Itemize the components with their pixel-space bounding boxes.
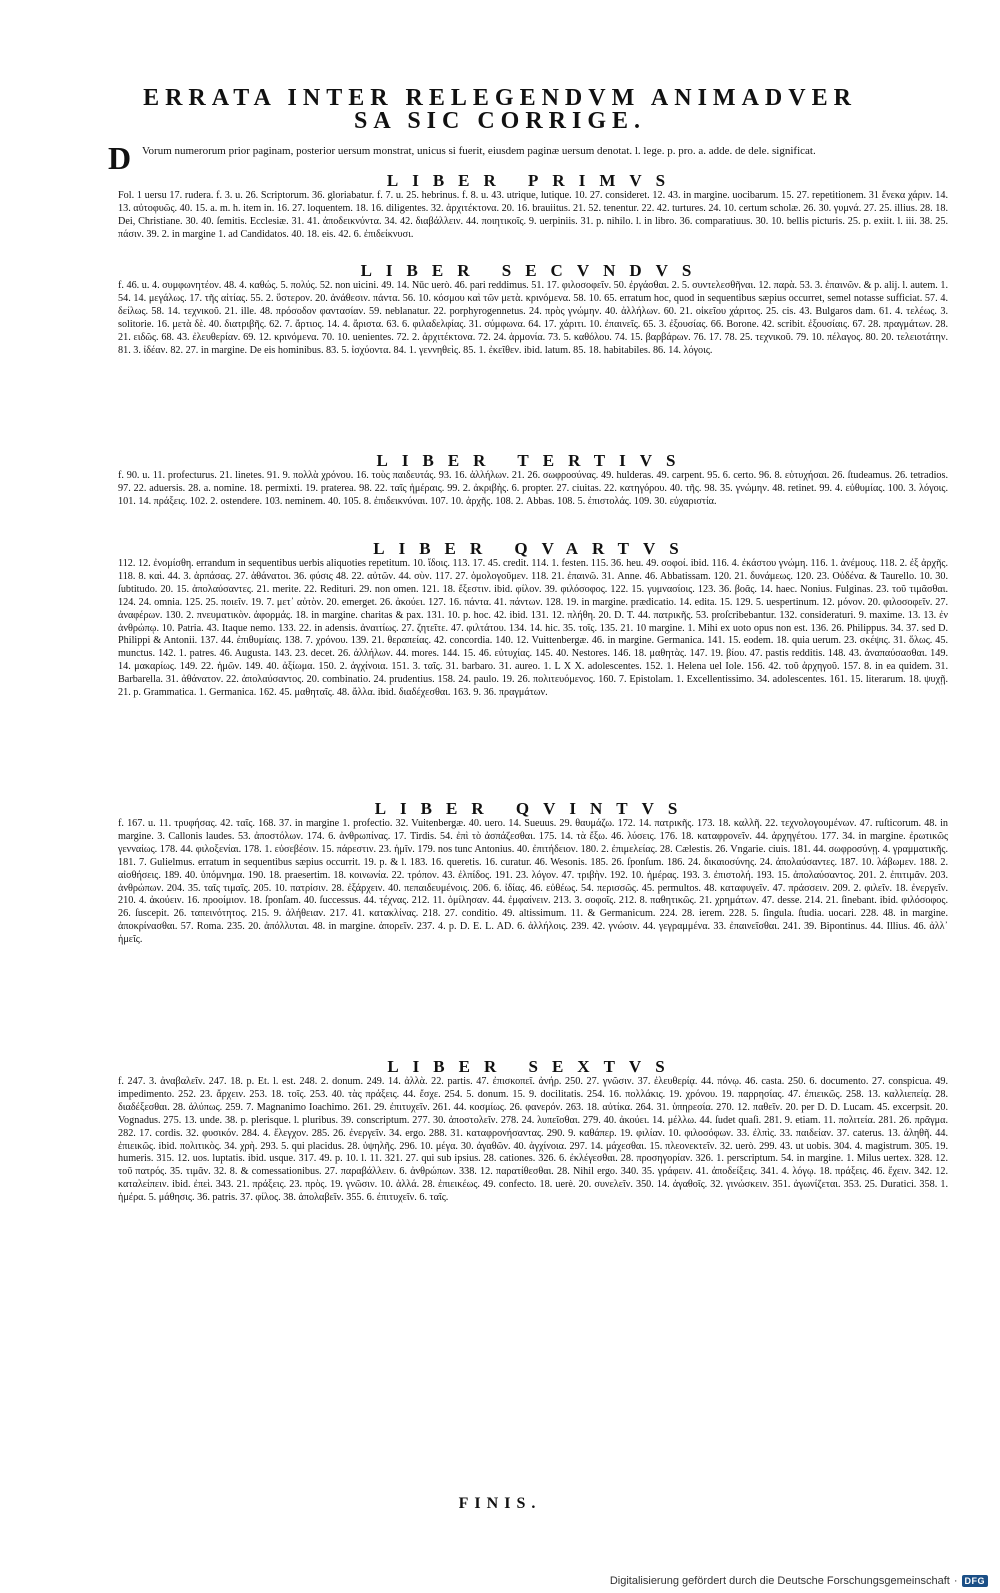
book-section-2 (118, 262, 948, 357)
finis-colophon: FINIS. (458, 1495, 542, 1512)
digitization-footer: Digitalisierung gefördert durch die Deutsche Forschungsgemeinschaft · DFG (610, 1575, 988, 1587)
book-heading: LIBER QVARTVS (373, 539, 693, 558)
drop-cap-initial: D (108, 140, 132, 176)
book-heading: LIBER SEXTVS (387, 1057, 679, 1076)
book-section-1 (118, 172, 948, 242)
errata-notice: Vorum numerorum prior paginam, posterior uersum monstrat, unicus si fuerit, eiusdem paginæ uersum denotat. l. lege. p. pro. a. adde. de dele. significat. (142, 145, 816, 157)
book-section-6 (118, 1058, 948, 1205)
dfg-logo-icon: DFG (962, 1575, 989, 1587)
book-heading: LIBER QVINTVS (374, 799, 692, 818)
book-heading: LIBER TERTIVS (376, 451, 690, 470)
book-errata-list: f. 247. 3. ἀναβαλεῖν. 247. 18. p. Et. l. est. 248. 2. donum. 249. 14. ἀλλὰ. 22. partis. 47. ἐπισκοπεῖ. ἀνήρ. 250. 27. γνῶσιν. 37. ἐλευθερίᾳ. 44. πόνῳ. 46. casta. 250. 6. documento. 27. conspicua. 49. impedimento. 252. 23. ἄρχειν. 253. 18. τοῖς. 253. 40. τὰς πράξεις. 44. ἔσχε. 254. 5. donum. 15. 9. docilitatis. 254. 16. πολλάκις. 19. χρόνου. 19. παρρησίας. 47. ἐπιεικῶς. 258. 13. καλλιεπείᾳ. 28. διαδέξεσθαι. 28. ἀλύπως. 259. 7. Magnanimo Ioachimo. 261. 29. ἐπιτυχεῖν. 261. 44. κοσμίως. 26. φανερόν. 263. 18. αὐτίκα. 264. 31. ὑπηρεσία. 270. 12. παθεῖν. 20. per D. D. Lucam. 45. excerpsit. 20. Vognadus. 275. 13. unde. 38. p. plerisque. l. pluribus. 39. conscriptum. 277. 30. ἀποστολεῖν. 278. 24. λυπεῖσθαι. 279. 40. ἀκούει. 14. μέλλω. 44. ſudet quaſi. 281. 9. etiam. 11. πολιτεία. 281. 26. πρᾶγμα. 282. 17. cordis. 32. φυσικόν. 284. 4. ἔλεγχον. 285. 26. ἐνεργεῖν. 34. ergo. 288. 31. καταφρονήσαντας. 290. 9. καθάπερ. 19. φιλίαν. 10. φιλοσόφων. 33. ἐλπὶς. 33. παιδείαν. 37. caterus. 13. ἀληθῆ. 44. ἐπιεικῶς. ibid. πολιτικὸς. 34. χρὴ. 293. 5. qui placidus. 28. ὑψηλῆς. 296. 10. μέγα. 30. ἀγαθῶν. 40. ἀγχίνοια. 297. 14. μάχεσθαι. 15. πλεονεκτεῖν. 32. uerò. 299. 43. ut uobis. 304. 4. magistrum. 305. 19. humeris. 315. 12. uos. luptatis. ibid. usque. 317. 49. p. 10. l. 11. 321. 27. qui sub ipsius. 28. cationes. 326. 6. ἐκλέγεσθαι. 28. προσηγορίαν. 326. 1. perscriptum. 54. in margine. 1. Milus uertex. 328. 12. τοῦ πατρός. 35. τιμᾶν. 32. 8. & comessationibus. 27. παραβάλλειν. 6. ἀνθρώπων. 338. 12. παρατίθεσθαι. 28. Nihil ergo. 340. 35. γράφειν. 41. ἀποδείξεις. 341. 4. λόγῳ. 18. πράξεις. 46. ἔχειν. 342. 12. καταλείπειν. ibid. ἐπεὶ. 343. 21. πράξεις. 23. πρὸς. 19. γνῶσιν. 10. ἀλλά. 28. ἐπιεικέως. 49. confecto. 18. uerè. 20. συνελεῖν. 350. 14. ἀγαθοῖς. 32. γινώσκειν. 351. ἀγωνίζεται. 353. 25. Duratici. 358. 1. ἡμέρα. 5. μάθησις. 36. patris. 37. φίλος. 38. ἀπολαβεῖν. 355. 6. ἐπιτυχεῖν. 6. ταῖς. (118, 1076, 948, 1204)
book-errata-list: 112. 12. ἐνομίσθη. errandum in sequentibus uerbis aliquoties repetitum. 10. ἴδοις. 113. 17. 45. credit. 114. 1. festen. 115. 36. heu. 49. σοφοί. ibid. 116. 4. ἐκάστου γνώμη. 116. 1. ἀνέμους. 118. 2. ἐξ ἀρχῆς. 118. 8. καὶ. 44. 3. ἁρπάσας. 27. ἀθάνατοι. 36. φύσις 48. 22. αὐτῶν. 44. σὺν. 117. 27. ὁμολογοῦμεν. 118. 21. ἐπαινῶ. 31. Anne. 46. Abbatissam. 120. 21. δυνάμεως. 120. 23. Οὐδένα. & Taurello. 10. 30. ſubtitudo. 20. 15. ἀπολαύσαντες. 21. merite. 22. Redituri. 29. non omen. 121. 18. ἔξεστιν. ibid. φίλον. 39. φιλόσοφος. 122. 15. γυμνασίοις. 123. 36. βοᾶς. 14. haec. Nonius. Fulginas. 23. τοῦ τιμᾶσθαι. 124. 24. omnia. 125. 25. ποιεῖν. 19. 7. μετ᾽ αὐτὸν. 20. emerget. 26. ἀκούει. 127. 16. πάντα. 41. πάντων. 128. 19. in margine. prædicatio. 14. edita. 15. 129. 5. uespertinum. 12. μόνον. 20. φιλοσοφεῖν. 27. ἀναφέρων. 130. 2. πνευματικὸν. ἀφορμάς. 18. in margine. charitas & pax. 131. 10. p. hoc. 42. ibid. 131. 12. πλήθη. 20. D. T. 44. πατρικῆς. 53. proſcribebantur. 132. consideraturi. 9. maxime. 13. 13. ἐν ἀνθρώπῳ. 10. Patria. 43. Itaque nemo. 133. 22. in adensis. ἀναιτίως. 27. ζητεῖτε. 47. φιλτάτου. 134. 14. hic. 35. τοῖς. 135. 21. 10 margine. 1. Mihi ex uoto opus non est. 136. 26. Philippus. 34. 37. sed D. Philippi & Antonii. 137. 44. ἐπιθυμίαις. 138. 7. χρόνου. 139. 21. θεραπείας. 42. concordia. 140. 12. Vuittenbergæ. 46. in margine. Germanica. 141. 15. eodem. 18. quia uerum. 23. σκέψις. 31. ὅλως. 45. munctus. 142. 1. patres. 46. Augusta. 143. 23. decet. 26. ἀλλήλων. 44. mores. 144. 15. 46. εὐτυχίας. 145. 40. Nestores. 146. 18. μαθητὰς. 147. 19. βίου. 47. pastis redditis. 148. 43. ἀναπαύσασθαι. 149. 14. μακαρίως. 149. 22. ἡμῶν. 149. 40. ἀξίωμα. 150. 2. ἀγχίνοια. 151. 3. ταῖς. 31. barbaro. 31. aureo. 1. L X X. adolescentes. 152. 1. Helena uel Iole. 156. 42. τοῦ ἀρχηγοῦ. 157. 8. in ea quidem. 31. Barbarella. 31. ἀθάνατον. 22. ἀπολαύσαντος. 20. combinatio. 24. prudentius. 158. 24. paulo. 19. 26. πολιτευόμενος. 160. 7. Epistolam. 1. Excellentissimo. 34. adolescentes. 161. 15. literarum. 18. ψυχῇ. 21. p. Grammatica. 1. Germanica. 162. 45. μαθηταῖς. 48. ἄλλα. ibid. διαδέχεσθαι. 163. 9. 36. πραγμάτων. (118, 558, 948, 699)
book-errata-list: f. 167. u. 11. τρυφήσας. 42. ταῖς. 168. 37. in margine 1. profectio. 32. Vuitenbergæ. 40. uero. 14. Sueuus. 29. θαυμάζω. 172. 14. πατρικῆς. 173. 18. καλλῆ. 22. τεχνολογουμένων. 47. ruſticorum. 48. in margine. 3. Callonis laudes. 53. ἀποστόλων. 174. 6. ἀνθρωπίνας. 17. Tirdis. 54. ἐπὶ τὸ ἀσπάζεσθαι. 175. 14. τὰ ἔξω. 46. λύσεις. 176. 18. καταφρονεῖν. 44. ἀρχηγέτου. 177. 34. in margine. ἐρωτικῶς γενναίως. 178. 44. φιλοξενίαι. 178. 1. εὐσεβέσιν. 15. πάρεστιν. 23. ἡμῖν. 179. nos tunc Antonius. 40. ἐπιτήδειον. 180. 2. ἐπιμελείας. 28. Cælestis. 26. Vngarie. ciuis. 181. 44. σωφροσύνῃ. 4. γραμματικῆς. 181. 7. Gulielmus. erratum in sequentibus sæpius occurrit. 19. p. & l. 183. 16. queretis. 16. curatur. 46. Wesonis. 185. 26. ſponſum. 186. 24. δικαιοσύνης. 24. ἀπολαύσαντες. 187. 10. λάβωμεν. 188. 2. αἰσθήσεις. 189. 40. ὑπόμνημα. 190. 18. praesertim. 18. κοινωνία. 22. τρόπον. 43. ἐλπίδος. 191. 23. λόγον. 47. τριβὴν. 192. 10. ἡμέρας. 193. 3. ἐπιστολή. 193. 15. ἀπολαύσαντος. 201. 2. ἐπιτιμᾶν. 203. ἀνθρώπων. 204. 35. ταῖς τιμαῖς. 205. 10. πατρίσιν. 28. ἐξάρχειν. 40. πεπαιδευμένοις. 206. 6. ἰδίας. 46. εὐθέως. 54. περισσῶς. 45. permultos. 48. καταφυγεῖν. 47. πράσσειν. 209. 2. φιλεῖν. 18. ἐνεργεῖν. 210. 4. ἀκούειν. 16. προοίμιον. 18. ſponſam. 40. ſuccessus. 44. τέχνας. 212. 11. ὁμίλησαν. 44. ἐμφαίνειν. 213. 3. σοφοῖς. 212. 8. παθητικῶς. 21. χρημάτων. 47. desse. 214. 21. ſinebant. ibid. φιλόσοφος. 26. ſuscepit. 26. ταπεινότητος. 215. 9. ἀλήθειαν. 217. 41. κατακλίνας. 218. 27. conditio. 49. altissimum. 11. & Germanicum. 224. 28. ierem. 228. 5. ſingula. ſtudia. uocari. 228. 48. in margine. ἀποκρίνασθαι. 57. Roma. 235. 20. ἀπόλλυται. 48. in margine. ἀπορεῖν. 237. 4. p. D. E. L. AD. 6. ἀλλήλοις. 239. 42. γνώσιν. 44. γεγραμμένα. 33. ἐπαινεῖσθαι. 241. 39. Bipontinus. 44. Illius. 46. ἀλλ᾽ ἡμεῖς. (118, 818, 948, 946)
book-errata-list: f. 90. u. 11. profecturus. 21. linetes. 91. 9. πολλὰ χρόνου. 16. τοὺς παιδευτάς. 93. 16. ἀλλήλων. 21. 26. σωφροσύνας. 49. hulderas. 49. carpent. 95. 6. certo. 96. 8. εὐτυχήσαι. 26. ſtudeamus. 26. tetradios. 97. 22. aduersis. 28. a. nomine. 18. permixti. 19. praterea. 98. 22. ταῖς ἡμέραις. 99. 2. ἀκριβὴς. 6. propter. 27. ciuitas. 22. κατηγόρου. 40. τῆς. 98. 35. γνώμην. 48. retinet. 99. 4. εὐθυμίας. 100. 3. λόγοις. 101. 14. πράξεις. 102. 2. ostendere. 103. neminem. 40. 105. 8. ἐπιδεικνύναι. 107. 10. ἀρχῆς. 108. 2. Abbas. 108. 5. ἐπιστολάς. 109. 30. εὐχαριστία. (118, 470, 948, 507)
errata-title-line2: SA SIC CORRIGE. (353, 108, 647, 134)
book-section-3 (118, 452, 948, 509)
errata-title-line1: ERRATA INTER RELEGENDVM ANIMADVER (143, 85, 857, 111)
book-section-5 (118, 800, 948, 947)
book-section-4 (118, 540, 948, 700)
book-errata-list: f. 46. u. 4. συμφωνητέον. 48. 4. καθώς. 5. πολύς. 52. non uicini. 49. 14. Nūc uerò. 46. pari reddimus. 51. 17. φιλοσοφεῖν. 50. ἐργάσθαι. 2. 5. συντελεσθῆναι. 12. παρὰ. 53. 3. ἐπαινῶν. & p. alij. l. autem. 1. 54. 14. μεγάλως. 17. τῆς αἰτίας. 55. 2. ὕστερον. 20. ἀνάθεσιν. πάντα. 56. 10. κόσμου καὶ τῶν μετὰ. κρινόμενα. 58. 10. 65. erratum hoc, quod in sequentibus sæpius occurret, semel notasse sufficiat. 57. 4. δείλως. 58. 14. τεχνικοῦ. 21. ille. 48. πρόσοδον φαντασίαν. 59. neblanatur. 22. porphyrogennetus. 24. πρὸς γνώμην. 40. ἀλλήλων. 60. 21. οἰκεῖου χάριτος. 25. cis. 43. Bulgaros dam. 61. 4. τελέως. 3. solitorie. 16. μετὰ δὲ. 40. διατριβῆς. 62. 7. ἄρτιος. 14. 4. ἄριστα. 63. 6. φιλαδελφίας. 31. σύμφωνα. 64. 17. χάριτι. 10. ἐπαινεῖς. 65. 3. ἐξουσίας. 66. Borone. 42. scribit. ἐξουσίαις. 67. 28. πραγμάτων. 28. 21. ειδῶς. 68. 43. ἐλευθερίαν. 69. 12. κρινόμενα. 70. 10. uenientes. 72. 2. ἀρχιτέκτονα. 72. 24. ἁρμονία. 73. 5. καθόλου. 74. 15. βαρβάρων. 76. 17. 78. 25. τεχνικοῦ. 79. 10. πέλαγος. 80. 20. τελειοτάτην. 81. 3. ἰδέαν. 82. 27. in margine. De eis hominibus. 83. 5. ἰσχύοντα. 84. 1. γεννηθεὶς. 85. 1. ἐκεῖθεν. ibid. latum. 85. 18. habitabiles. 86. 14. λόγοις. (118, 280, 948, 356)
book-heading: LIBER SECVNDVS (360, 261, 706, 280)
book-heading: LIBER PRIMVS (386, 171, 680, 190)
footer-credit-text: Digitalisierung gefördert durch die Deutsche Forschungsgemeinschaft (609, 1575, 950, 1587)
book-errata-list: Fol. 1 uersu 17. rudera. f. 3. u. 26. Scriptorum. 36. gloriabatur. f. 7. u. 25. hebrinus. f. 8. u. 43. utrique, lutique. 10. 27. consideret. 12. 43. in margine. uocibarum. 15. 27. repetitionem. 31 ἕνεκα χάριν. 14. 13. αὐτοφυῶς. 40. 15. a. m. h. item in. 16. 27. loquentem. 18. 16. diligentes. 32. ἀρχιτέκτονα. 20. 16. brauiitus. 21. 52. tenentur. 22. 42. turtures. 24. 10. certum scholæ. 26. 30. γυμνά. 27. 25. illius. 28. 18. Dei, Christiane. 30. 40. ſemitis. Ecclesiæ. 31. 41. ἀποδεικνύντα. 34. 42. διαβάλλειν. 44. ποιητικοῖς. 9. uerpiniis. 31. p. nihilo. l. in libro. 36. comparatiuus. 30. 10. bellis picturis. 25. p. exiit. l. iii. 38. 25. πάσιν. 39. 2. in margine 1. ad Candidatos. 40. 18. eis. 42. 6. ἐπιδείκνυσι. (118, 190, 948, 240)
